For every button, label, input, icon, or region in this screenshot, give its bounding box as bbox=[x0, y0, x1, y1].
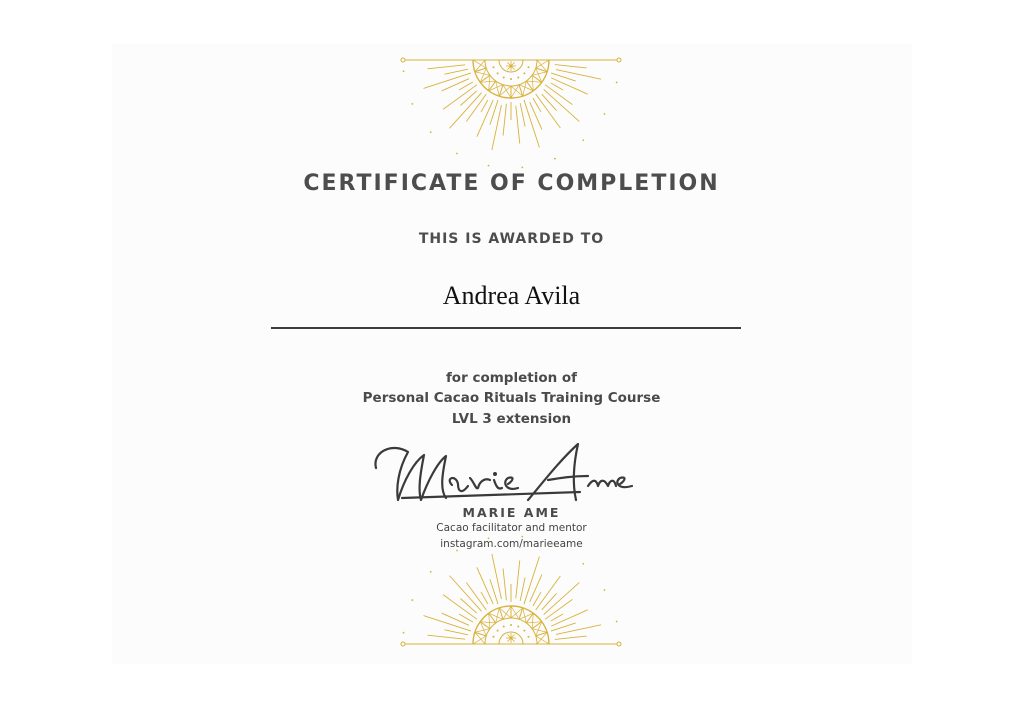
recipient-name: Andrea Avila bbox=[442, 281, 581, 310]
signatory-name: MARIE AME bbox=[462, 505, 561, 520]
course-title: Personal Cacao Rituals Training Course bbox=[362, 390, 661, 406]
course-level: LVL 3 extension bbox=[451, 411, 572, 427]
awarded-to-label: THIS IS AWARDED TO bbox=[418, 231, 605, 247]
completion-line: for completion of bbox=[445, 370, 578, 386]
signatory-role: Cacao facilitator and mentor bbox=[436, 522, 587, 534]
certificate-title: CERTIFICATE OF COMPLETION bbox=[303, 171, 720, 196]
signatory-link: instagram.com/marieeame bbox=[440, 538, 583, 550]
